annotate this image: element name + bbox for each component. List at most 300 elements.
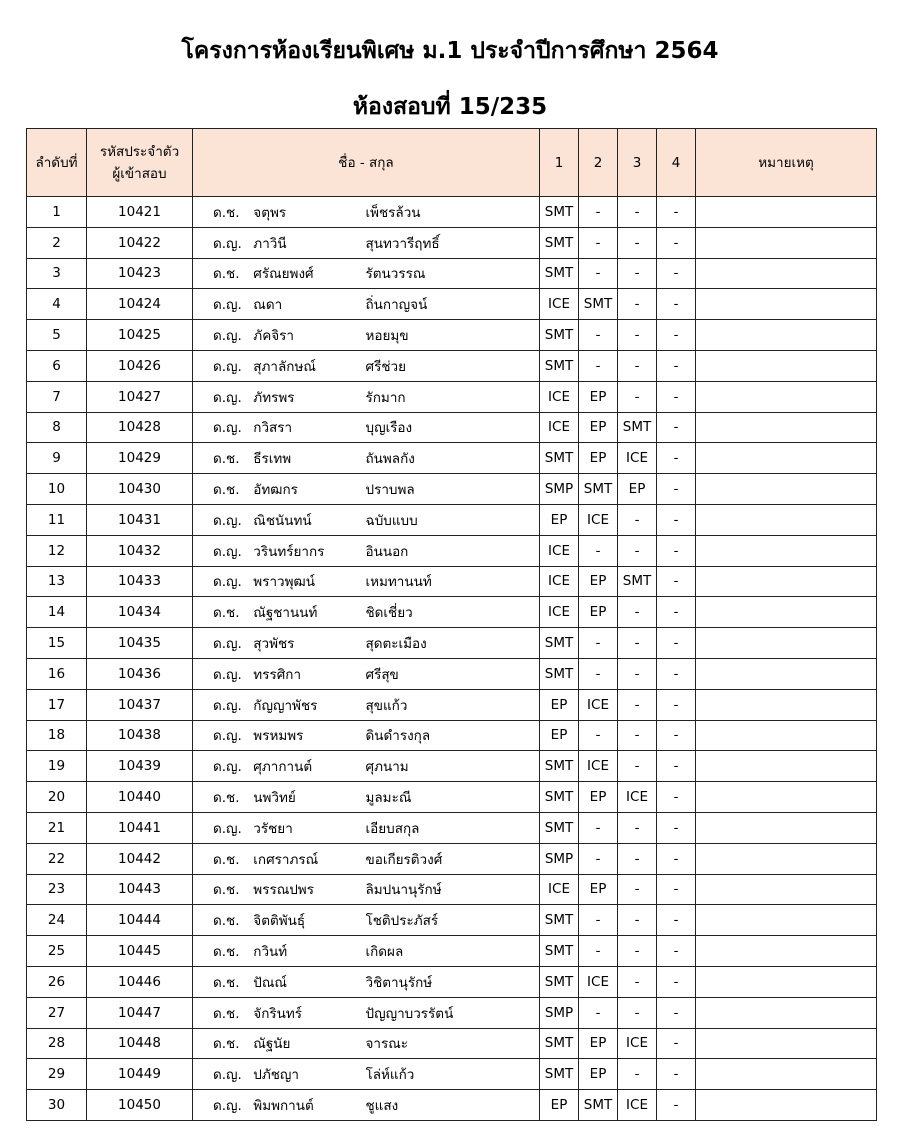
choice-2: -	[579, 997, 618, 1028]
choice-4: -	[657, 535, 696, 566]
table-row	[27, 782, 877, 813]
choice-4: -	[657, 1028, 696, 1059]
table-row	[27, 997, 877, 1028]
choice-4: -	[657, 197, 696, 228]
header-id	[87, 129, 193, 197]
table-row	[27, 1059, 877, 1090]
first-name-cell	[193, 1090, 366, 1121]
choice-4: -	[657, 936, 696, 967]
row-number: 10	[27, 474, 87, 505]
choice-3: -	[618, 289, 657, 320]
choice-1: EP	[540, 504, 579, 535]
name-prefix: ด.ช.	[213, 1005, 240, 1022]
table-row	[27, 966, 877, 997]
first-name-cell	[193, 658, 366, 689]
first-name-cell	[193, 197, 366, 228]
note-cell	[696, 812, 877, 843]
last-name: ฉบับแบบ	[366, 504, 540, 535]
choice-2: EP	[579, 381, 618, 412]
row-number: 5	[27, 320, 87, 351]
table-row	[27, 689, 877, 720]
applicant-id: 10441	[87, 812, 193, 843]
row-number: 18	[27, 720, 87, 751]
row-number: 4	[27, 289, 87, 320]
choice-2: EP	[579, 782, 618, 813]
choice-4: -	[657, 751, 696, 782]
row-number: 24	[27, 905, 87, 936]
table-row	[27, 197, 877, 228]
note-cell	[696, 443, 877, 474]
choice-1: ICE	[540, 874, 579, 905]
first-name: วรัชยา	[253, 820, 293, 837]
choice-3: -	[618, 1059, 657, 1090]
choice-3: -	[618, 905, 657, 936]
last-name: ศุภนาม	[366, 751, 540, 782]
first-name: ศรัณยพงศ์	[253, 266, 314, 283]
header-choice-2: 2	[579, 129, 618, 197]
choice-3: -	[618, 320, 657, 351]
applicant-id: 10450	[87, 1090, 193, 1121]
choice-2: -	[579, 320, 618, 351]
choice-4: -	[657, 412, 696, 443]
choice-4: -	[657, 782, 696, 813]
applicant-id: 10428	[87, 412, 193, 443]
choice-3: SMT	[618, 412, 657, 443]
choice-3: -	[618, 751, 657, 782]
choice-4: -	[657, 843, 696, 874]
name-prefix: ด.ญ.	[213, 358, 242, 375]
applicant-id: 10426	[87, 350, 193, 381]
first-name-cell	[193, 905, 366, 936]
choice-3: -	[618, 350, 657, 381]
first-name: ธีรเทพ	[253, 451, 292, 468]
last-name: บุญเรือง	[366, 412, 540, 443]
table-row	[27, 905, 877, 936]
first-name-cell	[193, 320, 366, 351]
row-number: 30	[27, 1090, 87, 1121]
last-name: รัตนวรรณ	[366, 258, 540, 289]
row-number: 27	[27, 997, 87, 1028]
first-name: สุวพัชร	[253, 636, 295, 653]
choice-3: ICE	[618, 782, 657, 813]
choice-4: -	[657, 474, 696, 505]
choice-4: -	[657, 597, 696, 628]
note-cell	[696, 751, 877, 782]
choice-4: -	[657, 258, 696, 289]
name-prefix: ด.ญ.	[213, 697, 242, 714]
last-name: เหมทานนท์	[366, 566, 540, 597]
choice-4: -	[657, 720, 696, 751]
first-name-cell	[193, 504, 366, 535]
applicant-id: 10423	[87, 258, 193, 289]
row-number: 9	[27, 443, 87, 474]
note-cell	[696, 535, 877, 566]
name-prefix: ด.ญ.	[213, 420, 242, 437]
applicant-id: 10429	[87, 443, 193, 474]
choice-4: -	[657, 381, 696, 412]
applicant-id: 10435	[87, 628, 193, 659]
row-number: 19	[27, 751, 87, 782]
choice-3: ICE	[618, 1028, 657, 1059]
header-choice-4: 4	[657, 129, 696, 197]
name-prefix: ด.ช.	[213, 790, 240, 807]
first-name-cell	[193, 350, 366, 381]
last-name: วิชิตานุรักษ์	[366, 966, 540, 997]
row-number: 16	[27, 658, 87, 689]
row-number: 22	[27, 843, 87, 874]
note-cell	[696, 350, 877, 381]
first-name: พรหมพร	[253, 728, 304, 745]
row-number: 21	[27, 812, 87, 843]
first-name-cell	[193, 1028, 366, 1059]
last-name: เกิดผล	[366, 936, 540, 967]
last-name: อินนอก	[366, 535, 540, 566]
choice-4: -	[657, 658, 696, 689]
choice-4: -	[657, 350, 696, 381]
choice-1: SMT	[540, 320, 579, 351]
table-row	[27, 474, 877, 505]
choice-4: -	[657, 504, 696, 535]
first-name: ณิชนันทน์	[253, 512, 312, 529]
choice-2: -	[579, 812, 618, 843]
choice-1: ICE	[540, 412, 579, 443]
choice-1: EP	[540, 1090, 579, 1121]
choice-1: SMT	[540, 966, 579, 997]
note-cell	[696, 289, 877, 320]
choice-4: -	[657, 689, 696, 720]
row-number: 11	[27, 504, 87, 535]
choice-1: EP	[540, 689, 579, 720]
first-name: สุภาลักษณ์	[253, 358, 316, 375]
note-cell	[696, 997, 877, 1028]
last-name: สุดตะเมือง	[366, 628, 540, 659]
last-name: ดินดำรงกุล	[366, 720, 540, 751]
first-name-cell	[193, 874, 366, 905]
table-row	[27, 381, 877, 412]
last-name: หอยมุข	[366, 320, 540, 351]
applicant-id: 10445	[87, 936, 193, 967]
table-row	[27, 1090, 877, 1121]
row-number: 23	[27, 874, 87, 905]
first-name-cell	[193, 412, 366, 443]
choice-2: -	[579, 227, 618, 258]
first-name: พิมพกานต์	[253, 1098, 314, 1114]
applicant-id: 10431	[87, 504, 193, 535]
choice-2: ICE	[579, 751, 618, 782]
first-name: นพวิทย์	[253, 790, 296, 807]
name-prefix: ด.ญ.	[213, 512, 242, 529]
table-row	[27, 320, 877, 351]
last-name: มูลมะณี	[366, 782, 540, 813]
row-number: 3	[27, 258, 87, 289]
header-id-line2: ผู้เข้าสอบ	[112, 165, 167, 182]
first-name: จิตติพันธุ์	[253, 913, 306, 930]
applicant-id: 10436	[87, 658, 193, 689]
row-number: 29	[27, 1059, 87, 1090]
applicant-id: 10443	[87, 874, 193, 905]
choice-1: ICE	[540, 381, 579, 412]
note-cell	[696, 412, 877, 443]
note-cell	[696, 1028, 877, 1059]
last-name: รักมาก	[366, 381, 540, 412]
row-number: 17	[27, 689, 87, 720]
choice-3: -	[618, 689, 657, 720]
applicant-id: 10424	[87, 289, 193, 320]
name-prefix: ด.ช.	[213, 204, 240, 221]
first-name: จักรินทร์	[253, 1005, 303, 1022]
last-name: เพ็ชรล้วน	[366, 197, 540, 228]
table-row	[27, 350, 877, 381]
header-no: ลำดับที่	[27, 129, 87, 197]
row-number: 12	[27, 535, 87, 566]
first-name-cell	[193, 1059, 366, 1090]
applicant-id: 10438	[87, 720, 193, 751]
choice-3: -	[618, 720, 657, 751]
first-name: กวิสรา	[253, 420, 293, 437]
choice-4: -	[657, 443, 696, 474]
note-cell	[696, 720, 877, 751]
name-prefix: ด.ญ.	[213, 543, 242, 560]
choice-2: EP	[579, 597, 618, 628]
choice-2: -	[579, 720, 618, 751]
name-prefix: ด.ช.	[213, 974, 240, 991]
last-name: ศรีสุข	[366, 658, 540, 689]
choice-1: ICE	[540, 566, 579, 597]
choice-3: ICE	[618, 443, 657, 474]
applicant-id: 10444	[87, 905, 193, 936]
row-number: 28	[27, 1028, 87, 1059]
choice-4: -	[657, 227, 696, 258]
table-row	[27, 658, 877, 689]
first-name: จตุพร	[253, 204, 287, 221]
applicant-id: 10430	[87, 474, 193, 505]
choice-2: -	[579, 936, 618, 967]
choice-4: -	[657, 966, 696, 997]
note-cell	[696, 597, 877, 628]
exam-room-table	[26, 128, 877, 1121]
first-name-cell	[193, 936, 366, 967]
table-row	[27, 843, 877, 874]
choice-3: -	[618, 874, 657, 905]
applicant-id: 10442	[87, 843, 193, 874]
note-cell	[696, 905, 877, 936]
table-row	[27, 504, 877, 535]
first-name-cell	[193, 843, 366, 874]
first-name-cell	[193, 997, 366, 1028]
note-cell	[696, 966, 877, 997]
applicant-id: 10421	[87, 197, 193, 228]
table-row	[27, 874, 877, 905]
first-name-cell	[193, 966, 366, 997]
first-name-cell	[193, 535, 366, 566]
last-name: ขอเกียรติวงศ์	[366, 843, 540, 874]
name-prefix: ด.ช.	[213, 266, 240, 283]
choice-2: EP	[579, 443, 618, 474]
note-cell	[696, 474, 877, 505]
note-cell	[696, 628, 877, 659]
first-name: เกศราภรณ์	[253, 851, 319, 868]
choice-1: SMP	[540, 474, 579, 505]
name-prefix: ด.ช.	[213, 851, 240, 868]
choice-1: SMT	[540, 1059, 579, 1090]
choice-1: SMT	[540, 782, 579, 813]
choice-4: -	[657, 628, 696, 659]
table-row	[27, 936, 877, 967]
choice-1: SMT	[540, 751, 579, 782]
name-prefix: ด.ญ.	[213, 666, 242, 683]
choice-1: ICE	[540, 597, 579, 628]
last-name: ชูแสง	[366, 1090, 540, 1121]
choice-3: -	[618, 535, 657, 566]
row-number: 8	[27, 412, 87, 443]
first-name: พรรณปพร	[253, 882, 314, 899]
choice-1: SMT	[540, 258, 579, 289]
choice-1: ICE	[540, 289, 579, 320]
choice-4: -	[657, 1090, 696, 1121]
choice-4: -	[657, 320, 696, 351]
name-prefix: ด.ช.	[213, 451, 240, 468]
name-prefix: ด.ช.	[213, 605, 240, 622]
first-name: กวินท์	[253, 944, 288, 961]
choice-2: -	[579, 905, 618, 936]
choice-3: -	[618, 936, 657, 967]
first-name-cell	[193, 566, 366, 597]
note-cell	[696, 1059, 877, 1090]
first-name-cell	[193, 689, 366, 720]
first-name: ภัคจิรา	[253, 328, 294, 345]
choice-3: -	[618, 258, 657, 289]
table-row	[27, 289, 877, 320]
first-name: ปภัชญา	[253, 1067, 300, 1084]
choice-3: -	[618, 227, 657, 258]
note-cell	[696, 227, 877, 258]
first-name-cell	[193, 782, 366, 813]
choice-1: SMT	[540, 443, 579, 474]
choice-4: -	[657, 997, 696, 1028]
choice-3: SMT	[618, 566, 657, 597]
choice-2: EP	[579, 566, 618, 597]
applicant-id: 10439	[87, 751, 193, 782]
first-name-cell	[193, 474, 366, 505]
last-name: โชติประภัสร์	[366, 905, 540, 936]
last-name: ถิ่นกาญจน์	[366, 289, 540, 320]
choice-2: -	[579, 843, 618, 874]
choice-2: ICE	[579, 504, 618, 535]
header-name: ชื่อ - สกุล	[193, 129, 540, 197]
first-name-cell	[193, 227, 366, 258]
choice-1: SMT	[540, 812, 579, 843]
note-cell	[696, 874, 877, 905]
applicant-id: 10446	[87, 966, 193, 997]
choice-3: -	[618, 597, 657, 628]
choice-3: -	[618, 658, 657, 689]
choice-3: -	[618, 628, 657, 659]
first-name-cell	[193, 381, 366, 412]
applicant-id: 10427	[87, 381, 193, 412]
table-row	[27, 597, 877, 628]
name-prefix: ด.ญ.	[213, 636, 242, 653]
choice-1: SMT	[540, 658, 579, 689]
applicant-id: 10440	[87, 782, 193, 813]
last-name: ปราบพล	[366, 474, 540, 505]
table-row	[27, 258, 877, 289]
choice-2: ICE	[579, 966, 618, 997]
document-title: โครงการห้องเรียนพิเศษ ม.1 ประจำปีการศึกษา 2564	[181, 38, 719, 64]
last-name: ลิมปนานุรักษ์	[366, 874, 540, 905]
applicant-id: 10449	[87, 1059, 193, 1090]
applicant-id: 10433	[87, 566, 193, 597]
last-name: ถันพลกัง	[366, 443, 540, 474]
choice-4: -	[657, 905, 696, 936]
note-cell	[696, 320, 877, 351]
choice-2: -	[579, 628, 618, 659]
first-name: อัทฒกร	[253, 482, 298, 499]
exam-room-title: ห้องสอบที่ 15/235	[352, 94, 548, 120]
row-number: 7	[27, 381, 87, 412]
first-name-cell	[193, 628, 366, 659]
applicant-id: 10447	[87, 997, 193, 1028]
table-row	[27, 566, 877, 597]
header-choice-1: 1	[540, 129, 579, 197]
first-name-cell	[193, 720, 366, 751]
choice-2: -	[579, 535, 618, 566]
first-name: ภาวินี	[253, 235, 287, 252]
applicant-id: 10425	[87, 320, 193, 351]
name-prefix: ด.ญ.	[213, 728, 242, 745]
choice-2: EP	[579, 874, 618, 905]
row-number: 26	[27, 966, 87, 997]
note-cell	[696, 504, 877, 535]
row-number: 6	[27, 350, 87, 381]
first-name: ศุภากานต์	[253, 759, 313, 776]
applicant-id: 10432	[87, 535, 193, 566]
name-prefix: ด.ญ.	[213, 389, 242, 406]
note-cell	[696, 566, 877, 597]
last-name: สุนทวารีฤทธิ์	[366, 227, 540, 258]
choice-1: SMT	[540, 350, 579, 381]
note-cell	[696, 258, 877, 289]
choice-2: -	[579, 258, 618, 289]
last-name: โล่ห์แก้ว	[366, 1059, 540, 1090]
name-prefix: ด.ญ.	[213, 574, 242, 591]
first-name: ปัณณ์	[253, 974, 287, 991]
header-row	[27, 129, 877, 197]
choice-3: -	[618, 197, 657, 228]
table-row	[27, 1028, 877, 1059]
first-name: พราวพุฒน์	[253, 574, 315, 591]
table-row	[27, 227, 877, 258]
choice-2: SMT	[579, 289, 618, 320]
note-cell	[696, 197, 877, 228]
choice-1: SMT	[540, 905, 579, 936]
row-number: 1	[27, 197, 87, 228]
note-cell	[696, 658, 877, 689]
name-prefix: ด.ช.	[213, 882, 240, 899]
name-prefix: ด.ช.	[213, 482, 240, 499]
last-name: เอียบสกุล	[366, 812, 540, 843]
first-name-cell	[193, 597, 366, 628]
choice-3: -	[618, 966, 657, 997]
table-row	[27, 812, 877, 843]
header-choice-3: 3	[618, 129, 657, 197]
note-cell	[696, 936, 877, 967]
choice-3: ICE	[618, 1090, 657, 1121]
choice-4: -	[657, 566, 696, 597]
name-prefix: ด.ช.	[213, 1036, 240, 1053]
choice-3: EP	[618, 474, 657, 505]
table-row	[27, 628, 877, 659]
name-prefix: ด.ญ.	[213, 297, 242, 314]
